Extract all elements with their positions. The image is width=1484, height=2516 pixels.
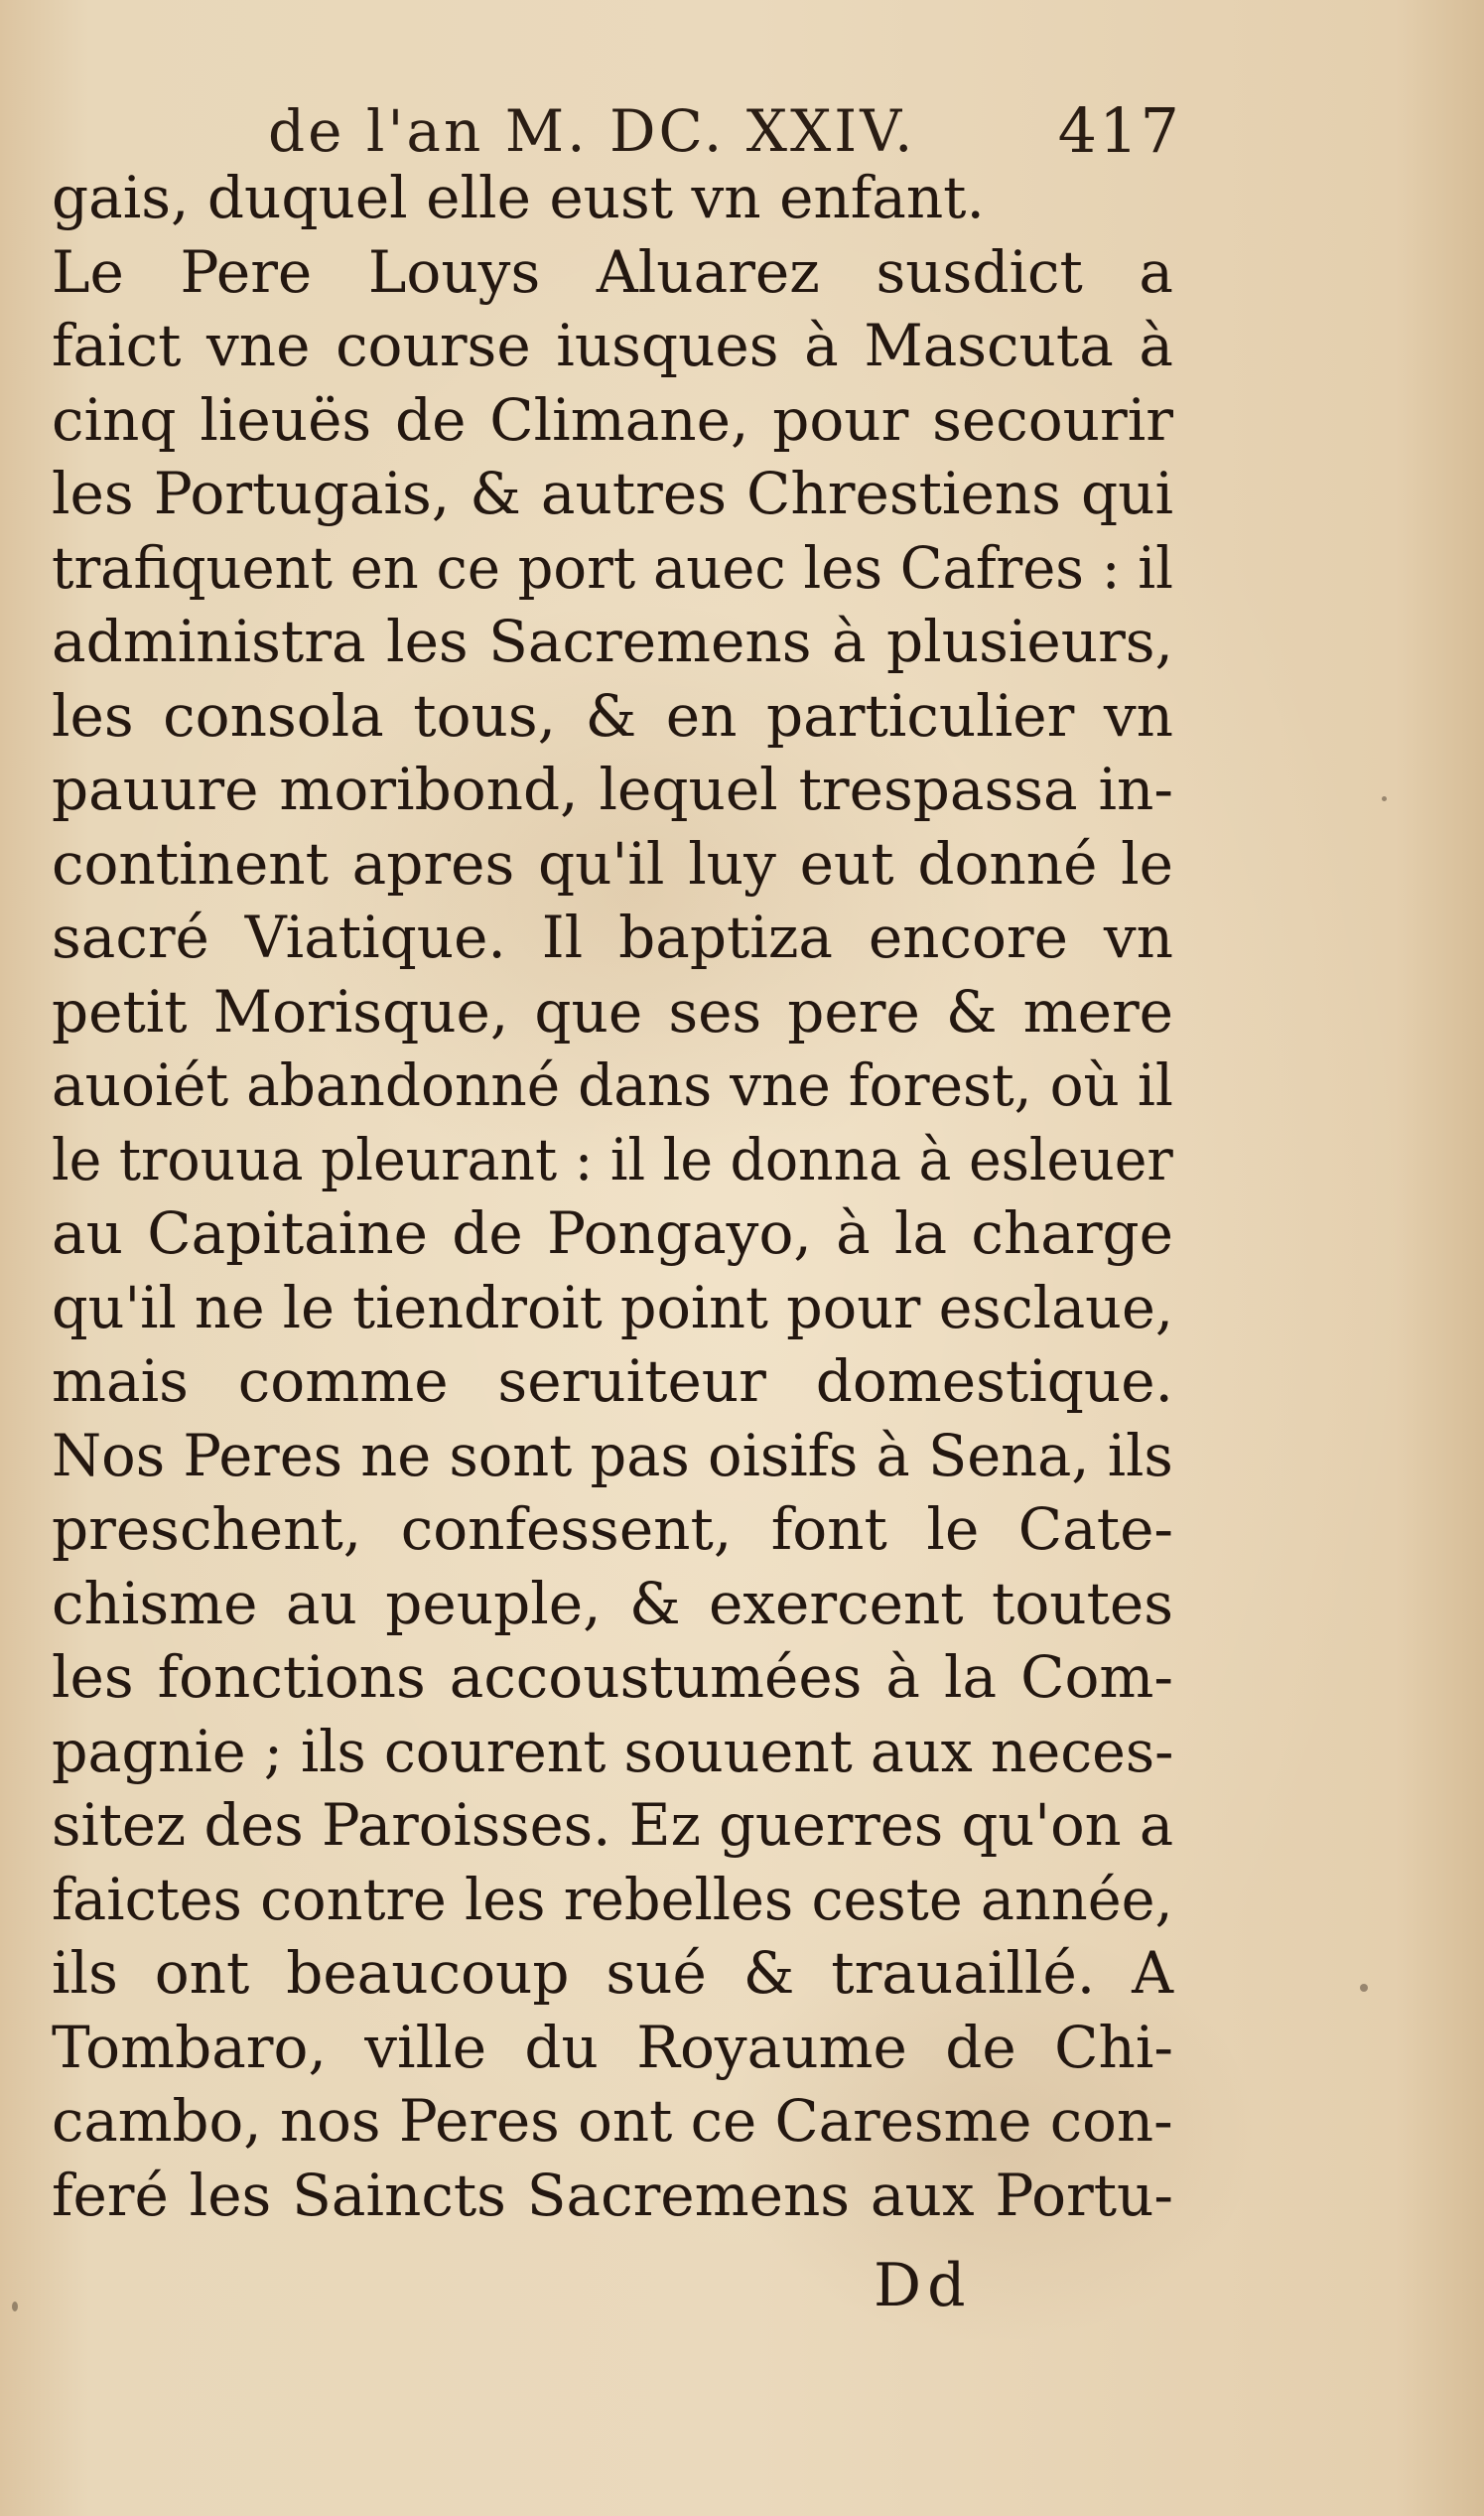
text-line: les Portugais, & autres Chrestiens qui [52,460,1173,527]
page-number: 417 [1057,94,1181,167]
running-head-title: de l'an M. DC. XXIV. [268,97,916,165]
paper-speck [12,2302,18,2311]
text-line: continent apres qu'il luy eut donné le [52,829,1173,898]
text-line: faictes contre les rebelles ceste année, [52,1865,1173,1933]
text-line: mais comme seruiteur domestique. [52,1347,1173,1415]
text-line: Tombaro, ville du Royaume de Chi- [52,2013,1173,2081]
text-line: preschent, confessent, font le Cate- [52,1495,1173,1563]
text-line: au Capitaine de Pongayo, à la charge [52,1199,1173,1267]
text-line: ils ont beaucoup sué & trauaillé. A [52,1939,1173,2007]
text-line: cinq lieuës de Climane, pour secourir [52,385,1173,454]
text-line: trafiquent en ce port auec les Cafres : il [52,533,1174,602]
text-line: sitez des Paroisses. Ez guerres qu'on a [52,1791,1174,1859]
text-line: le trouua pleurant : il le donna à esleuer [52,1125,1173,1193]
text-line: les fonctions accoustumées à la Com- [52,1643,1173,1711]
text-line: gais, duquel elle eust vn enfant. [52,164,985,231]
text-line: cambo, nos Peres ont ce Caresme con- [52,2087,1173,2155]
text-line: Nos Peres ne sont pas oisifs à Sena, ils [52,1421,1173,1489]
text-line: faict vne course iusques à Mascuta à [52,312,1173,379]
paper-speck [1360,1984,1368,1992]
text-line: petit Morisque, que ses pere & mere [52,977,1173,1046]
text-line: pauure moribond, lequel trespassa in- [52,756,1173,823]
running-head [268,91,1181,171]
text-line: Le Pere Louys Aluarez susdict a [52,237,1173,306]
paper-speck [1382,796,1387,801]
text-line: auoiét abandonné dans vne forest, où il [52,1051,1173,1119]
signature-mark: Dd [874,2251,972,2320]
text-line: pagnie ; ils courent souuent aux neces- [52,1717,1174,1785]
text-line: les consola tous, & en particulier vn [52,681,1173,750]
body-text [52,161,1173,2232]
text-line: sacré Viatique. Il baptiza encore vn [52,904,1173,971]
text-line: feré les Saincts Sacremens aux Portu- [52,2161,1173,2229]
text-line: qu'il ne le tiendroit point pour esclaue, [52,1273,1174,1341]
text-line: administra les Sacremens à plusieurs, [52,608,1173,675]
text-line: chisme au peuple, & exercent toutes [52,1569,1173,1637]
